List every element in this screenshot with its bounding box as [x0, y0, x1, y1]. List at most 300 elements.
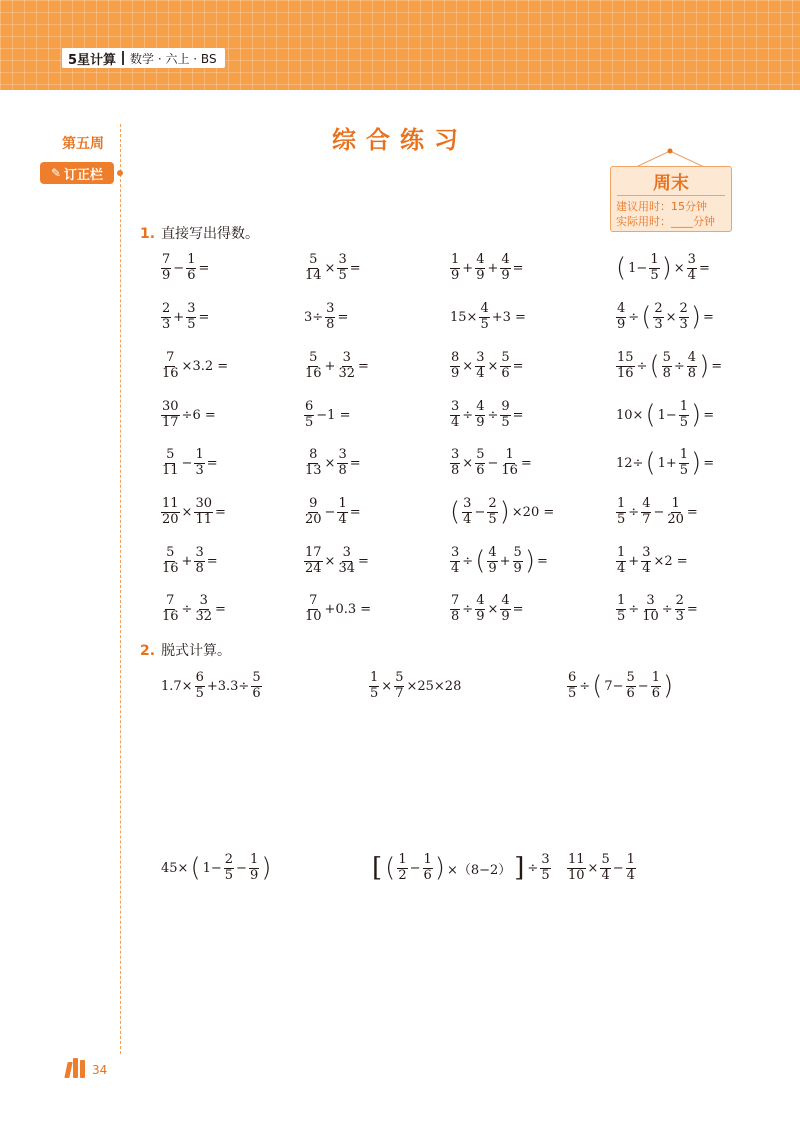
- fraction: [249, 853, 259, 883]
- parenthesis: ): [434, 853, 445, 883]
- fraction: [304, 497, 323, 527]
- problem-12: [615, 348, 723, 384]
- operator: ÷: [462, 407, 474, 423]
- denominator: 13: [305, 462, 322, 478]
- operator: +: [181, 553, 193, 569]
- fraction: [475, 448, 485, 478]
- fraction: [687, 351, 697, 381]
- numerator: 1: [338, 496, 347, 512]
- numerator: 4: [501, 252, 510, 268]
- fraction: [666, 497, 685, 527]
- denominator: 6: [651, 685, 660, 701]
- problem-23: [449, 494, 555, 530]
- denominator: 20: [162, 511, 179, 527]
- fraction: [325, 302, 335, 332]
- problem-8: [615, 299, 715, 335]
- calc-6: [566, 850, 637, 886]
- numerator: 1: [195, 447, 204, 463]
- operator: =: [711, 358, 723, 374]
- numerator: 1: [617, 496, 626, 512]
- header-band: [0, 0, 800, 90]
- denominator: 5: [480, 316, 489, 332]
- numerator: 4: [488, 545, 497, 561]
- correction-label: 订正栏: [64, 167, 104, 183]
- operator: 45×: [161, 860, 189, 876]
- denominator: 5: [370, 685, 379, 701]
- operator: 1.7×: [161, 678, 193, 694]
- numerator: 1: [617, 593, 626, 609]
- operator: =: [198, 260, 210, 276]
- operator: =: [215, 504, 226, 520]
- operator: ÷: [487, 407, 499, 423]
- books-icon: [66, 1058, 85, 1078]
- page-title: 综合练习: [332, 126, 468, 154]
- operator: ×: [462, 455, 474, 471]
- numerator: 1: [423, 852, 432, 868]
- fraction: [651, 671, 661, 701]
- section-2-number: 2.: [140, 643, 156, 659]
- fraction: [687, 253, 697, 283]
- denominator: 5: [541, 867, 550, 883]
- denominator: 4: [687, 267, 696, 283]
- fraction: [304, 448, 323, 478]
- numerator: 9: [309, 496, 318, 512]
- fraction: [194, 497, 213, 527]
- denominator: 5: [488, 511, 497, 527]
- fraction: [475, 400, 485, 430]
- denominator: 20: [305, 511, 322, 527]
- denominator: 7: [395, 685, 404, 701]
- denominator: 9: [488, 560, 497, 576]
- operator: ×3.2 =: [181, 358, 229, 374]
- denominator: 8: [338, 462, 347, 478]
- fraction: [337, 448, 347, 478]
- denominator: 9: [501, 608, 510, 624]
- denominator: 3: [195, 462, 204, 478]
- operator: 1−: [657, 407, 677, 423]
- denominator: 14: [305, 267, 322, 283]
- numerator: 3: [451, 545, 460, 561]
- numerator: 4: [480, 301, 489, 317]
- numerator: 3: [338, 252, 347, 268]
- correction-badge: [40, 162, 114, 184]
- section-1-label: 直接写出得数。: [161, 226, 260, 242]
- fraction: [337, 351, 356, 381]
- operator: =: [520, 455, 532, 471]
- operator: =: [703, 407, 715, 423]
- operator: 12÷: [616, 455, 644, 471]
- numerator: 4: [476, 252, 485, 268]
- fraction: [304, 351, 323, 381]
- numerator: 3: [199, 593, 208, 609]
- problem-3: [449, 250, 525, 286]
- numerator: 7: [162, 252, 171, 268]
- fraction: [224, 853, 234, 883]
- denominator: 9: [513, 560, 522, 576]
- fraction: [600, 853, 610, 883]
- operator: =: [686, 601, 698, 617]
- numerator: 30: [195, 496, 212, 512]
- numerator: 5: [166, 447, 175, 463]
- numerator: 8: [451, 350, 460, 366]
- numerator: 4: [642, 496, 651, 512]
- denominator: 5: [617, 608, 626, 624]
- denominator: 8: [662, 365, 671, 381]
- operator: =: [337, 309, 349, 325]
- fraction: [304, 400, 314, 430]
- operator: +: [487, 260, 499, 276]
- numerator: 2: [162, 301, 171, 317]
- fraction: [304, 253, 323, 283]
- fraction: [161, 302, 171, 332]
- fraction: [616, 594, 626, 624]
- operator: =: [215, 601, 226, 617]
- fraction: [337, 253, 347, 283]
- denominator: 9: [162, 267, 171, 283]
- parenthesis: (: [645, 400, 656, 430]
- denominator: 3: [162, 316, 171, 332]
- fraction: [475, 253, 485, 283]
- fraction: [161, 351, 180, 381]
- fraction: [423, 853, 433, 883]
- numerator: 1: [505, 447, 514, 463]
- denominator: 5: [617, 511, 626, 527]
- fraction: [500, 594, 510, 624]
- numerator: 3: [463, 496, 472, 512]
- numerator: 11: [568, 852, 585, 868]
- numerator: 3: [476, 350, 485, 366]
- fraction: [450, 253, 460, 283]
- numerator: 1: [671, 496, 680, 512]
- brand-label: 5星计算: [62, 48, 122, 68]
- operator: −: [487, 455, 499, 471]
- denominator: 4: [451, 560, 460, 576]
- operator: ×: [587, 860, 599, 876]
- problem-27: [449, 543, 549, 579]
- fraction: [487, 497, 497, 527]
- numerator: 1: [650, 252, 659, 268]
- operator: −: [409, 860, 421, 876]
- numerator: 5: [395, 670, 404, 686]
- fraction: [161, 448, 180, 478]
- denominator: 9: [501, 267, 510, 283]
- operator: +3.3÷: [206, 678, 250, 694]
- problem-2: [303, 250, 362, 286]
- section-2-label: 脱式计算。: [161, 643, 232, 659]
- problem-17: [160, 445, 219, 481]
- problem-31: [449, 591, 525, 627]
- numerator: 3: [541, 852, 550, 868]
- denominator: 11: [195, 511, 212, 527]
- parenthesis: ): [661, 253, 672, 283]
- problem-5: [160, 299, 210, 335]
- card-title: 周末: [653, 173, 689, 194]
- operator: ×2 =: [653, 553, 688, 569]
- denominator: 11: [162, 462, 179, 478]
- numerator: 5: [662, 350, 671, 366]
- page-footer: [66, 1058, 107, 1078]
- operator: −: [612, 860, 624, 876]
- denominator: 2: [398, 867, 407, 883]
- fraction: [369, 671, 379, 701]
- suggested-time: 建议用时：15分钟: [616, 200, 707, 213]
- denominator: 5: [305, 414, 314, 430]
- denominator: 3: [675, 608, 684, 624]
- denominator: 16: [162, 560, 179, 576]
- operator: ×: [665, 309, 677, 325]
- problem-6: [303, 299, 349, 335]
- fraction: [337, 497, 347, 527]
- fraction: [679, 400, 689, 430]
- margin-divider: [120, 124, 121, 1054]
- time-card: [606, 148, 734, 232]
- operator: ÷: [462, 601, 474, 617]
- fraction: [475, 594, 485, 624]
- parenthesis: (: [645, 448, 656, 478]
- section-2-heading: [140, 640, 231, 660]
- parenthesis: (: [190, 853, 201, 883]
- week-label: 第五周: [62, 136, 104, 152]
- denominator: 6: [187, 267, 196, 283]
- problem-29: [160, 591, 227, 627]
- problem-16: [615, 397, 715, 433]
- calc-2: [368, 668, 462, 704]
- operator: +: [628, 553, 640, 569]
- numerator: 3: [195, 545, 204, 561]
- numerator: 3: [342, 350, 351, 366]
- numerator: 6: [568, 670, 577, 686]
- fraction: [500, 448, 519, 478]
- problem-21: [160, 494, 227, 530]
- operator: =: [206, 455, 218, 471]
- fraction: [462, 497, 472, 527]
- operator: ÷: [579, 678, 591, 694]
- section-1-number: 1.: [140, 226, 156, 242]
- denominator: 5: [501, 414, 510, 430]
- numerator: 3: [451, 447, 460, 463]
- fraction: [641, 594, 660, 624]
- denominator: 32: [195, 608, 212, 624]
- fraction: [679, 448, 689, 478]
- fraction: [641, 546, 651, 576]
- fraction: [161, 546, 180, 576]
- numerator: 1: [679, 447, 689, 463]
- numerator: 1: [651, 670, 660, 686]
- calc-4: [160, 850, 272, 886]
- fraction: [304, 594, 323, 624]
- numerator: 1: [679, 399, 689, 415]
- fraction: [513, 546, 523, 576]
- numerator: 4: [476, 593, 485, 609]
- denominator: 10: [305, 608, 322, 624]
- numerator: 7: [309, 593, 318, 609]
- numerator: 3: [338, 447, 347, 463]
- denominator: 8: [451, 462, 460, 478]
- numerator: 17: [305, 545, 322, 561]
- fraction: [304, 546, 323, 576]
- operator: =: [702, 309, 714, 325]
- problem-20: [615, 445, 715, 481]
- denominator: 4: [476, 365, 485, 381]
- calc-3: [566, 668, 674, 704]
- operator: ×20 =: [511, 504, 555, 520]
- problem-9: [160, 348, 229, 384]
- fraction: [616, 546, 626, 576]
- denominator: 5: [195, 685, 204, 701]
- operator: ×: [324, 260, 336, 276]
- denominator: 6: [476, 462, 485, 478]
- numerator: 1: [187, 252, 196, 268]
- numerator: 5: [626, 670, 635, 686]
- denominator: 4: [451, 414, 460, 430]
- denominator: 9: [451, 267, 460, 283]
- fraction: [649, 253, 659, 283]
- operator: =: [512, 260, 524, 276]
- fraction: [450, 546, 460, 576]
- operator: ×: [381, 678, 393, 694]
- problem-10: [303, 348, 370, 384]
- numerator: 7: [166, 593, 175, 609]
- operator: −1 =: [316, 407, 351, 423]
- numerator: 5: [501, 350, 510, 366]
- operator: −: [324, 504, 336, 520]
- denominator: 10: [642, 608, 659, 624]
- numerator: 3: [642, 545, 651, 561]
- denominator: 20: [667, 511, 684, 527]
- numerator: 5: [513, 545, 522, 561]
- problem-4: [615, 250, 711, 286]
- fraction: [679, 302, 689, 332]
- numerator: 6: [305, 399, 314, 415]
- numerator: 1: [626, 852, 635, 868]
- fraction: [450, 448, 460, 478]
- denominator: 8: [195, 560, 204, 576]
- denominator: 6: [252, 685, 261, 701]
- problem-15: [449, 397, 525, 433]
- operator: 1+: [657, 455, 677, 471]
- bracket: [: [372, 853, 383, 883]
- problem-24: [615, 494, 699, 530]
- denominator: 16: [162, 365, 179, 381]
- denominator: 7: [642, 511, 651, 527]
- operator: +: [499, 553, 511, 569]
- fraction: [626, 671, 636, 701]
- fraction: [675, 594, 685, 624]
- fraction: [450, 351, 460, 381]
- denominator: 4: [463, 511, 472, 527]
- denominator: 8: [451, 608, 460, 624]
- numerator: 1: [451, 252, 460, 268]
- denominator: 6: [501, 365, 510, 381]
- bracket: ]: [514, 853, 525, 883]
- operator: 7−: [604, 678, 624, 694]
- fraction: [161, 253, 171, 283]
- badge-dot: [117, 170, 123, 176]
- denominator: 4: [617, 560, 626, 576]
- calc-1: [160, 668, 263, 704]
- operator: −: [173, 260, 185, 276]
- parenthesis: ): [524, 546, 535, 576]
- fraction: [251, 671, 261, 701]
- numerator: 3: [646, 593, 655, 609]
- calc-5: [370, 850, 552, 886]
- problem-28: [615, 543, 689, 579]
- numerator: 4: [687, 350, 697, 366]
- parenthesis: (: [592, 671, 603, 701]
- fraction: [337, 546, 356, 576]
- fraction: [479, 302, 489, 332]
- operator: ÷: [628, 504, 640, 520]
- denominator: 6: [626, 685, 635, 701]
- denominator: 5: [338, 267, 347, 283]
- parenthesis: (: [450, 497, 461, 527]
- fraction: [186, 253, 196, 283]
- book-tag: [62, 48, 225, 68]
- numerator: 5: [166, 545, 175, 561]
- fraction: [653, 302, 663, 332]
- denominator: 5: [187, 316, 196, 332]
- denominator: 9: [476, 267, 485, 283]
- denominator: 4: [338, 511, 347, 527]
- operator: −: [653, 504, 665, 520]
- numerator: 3: [187, 301, 196, 317]
- fraction: [161, 594, 180, 624]
- problem-32: [615, 591, 699, 627]
- operator: =: [536, 553, 548, 569]
- problem-1: [160, 250, 210, 286]
- fraction: [567, 671, 577, 701]
- parenthesis: (: [649, 351, 660, 381]
- operator: +0.3 =: [324, 601, 372, 617]
- numerator: 2: [679, 301, 688, 317]
- operator: ×: [487, 358, 499, 374]
- fraction: [616, 497, 626, 527]
- denominator: 9: [617, 316, 626, 332]
- denominator: 17: [162, 414, 179, 430]
- operator: +3 =: [491, 309, 526, 325]
- numerator: 4: [617, 301, 626, 317]
- operator: =: [512, 601, 524, 617]
- parenthesis: ): [699, 351, 710, 381]
- denominator: 5: [679, 414, 689, 430]
- numerator: 5: [309, 252, 318, 268]
- denominator: 9: [451, 365, 460, 381]
- parenthesis: ): [662, 671, 674, 701]
- numerator: 2: [224, 852, 234, 868]
- denominator: 5: [650, 267, 659, 283]
- operator: =: [198, 309, 210, 325]
- parenthesis: (: [385, 853, 396, 883]
- operator: ×: [673, 260, 685, 276]
- numerator: 3: [326, 301, 335, 317]
- numerator: 1: [249, 852, 259, 868]
- fraction: [450, 594, 460, 624]
- fraction: [450, 400, 460, 430]
- denominator: 6: [423, 867, 432, 883]
- operator: ×: [324, 455, 336, 471]
- operator: 1−: [628, 260, 648, 276]
- operator: ÷: [661, 601, 673, 617]
- operator: ÷: [462, 553, 474, 569]
- operator: =: [703, 455, 715, 471]
- fraction: [186, 302, 196, 332]
- denominator: 4: [601, 867, 610, 883]
- denominator: 9: [249, 867, 259, 883]
- operator: =: [349, 260, 361, 276]
- problem-18: [303, 445, 362, 481]
- operator: −: [236, 860, 247, 876]
- operator: ÷: [181, 601, 193, 617]
